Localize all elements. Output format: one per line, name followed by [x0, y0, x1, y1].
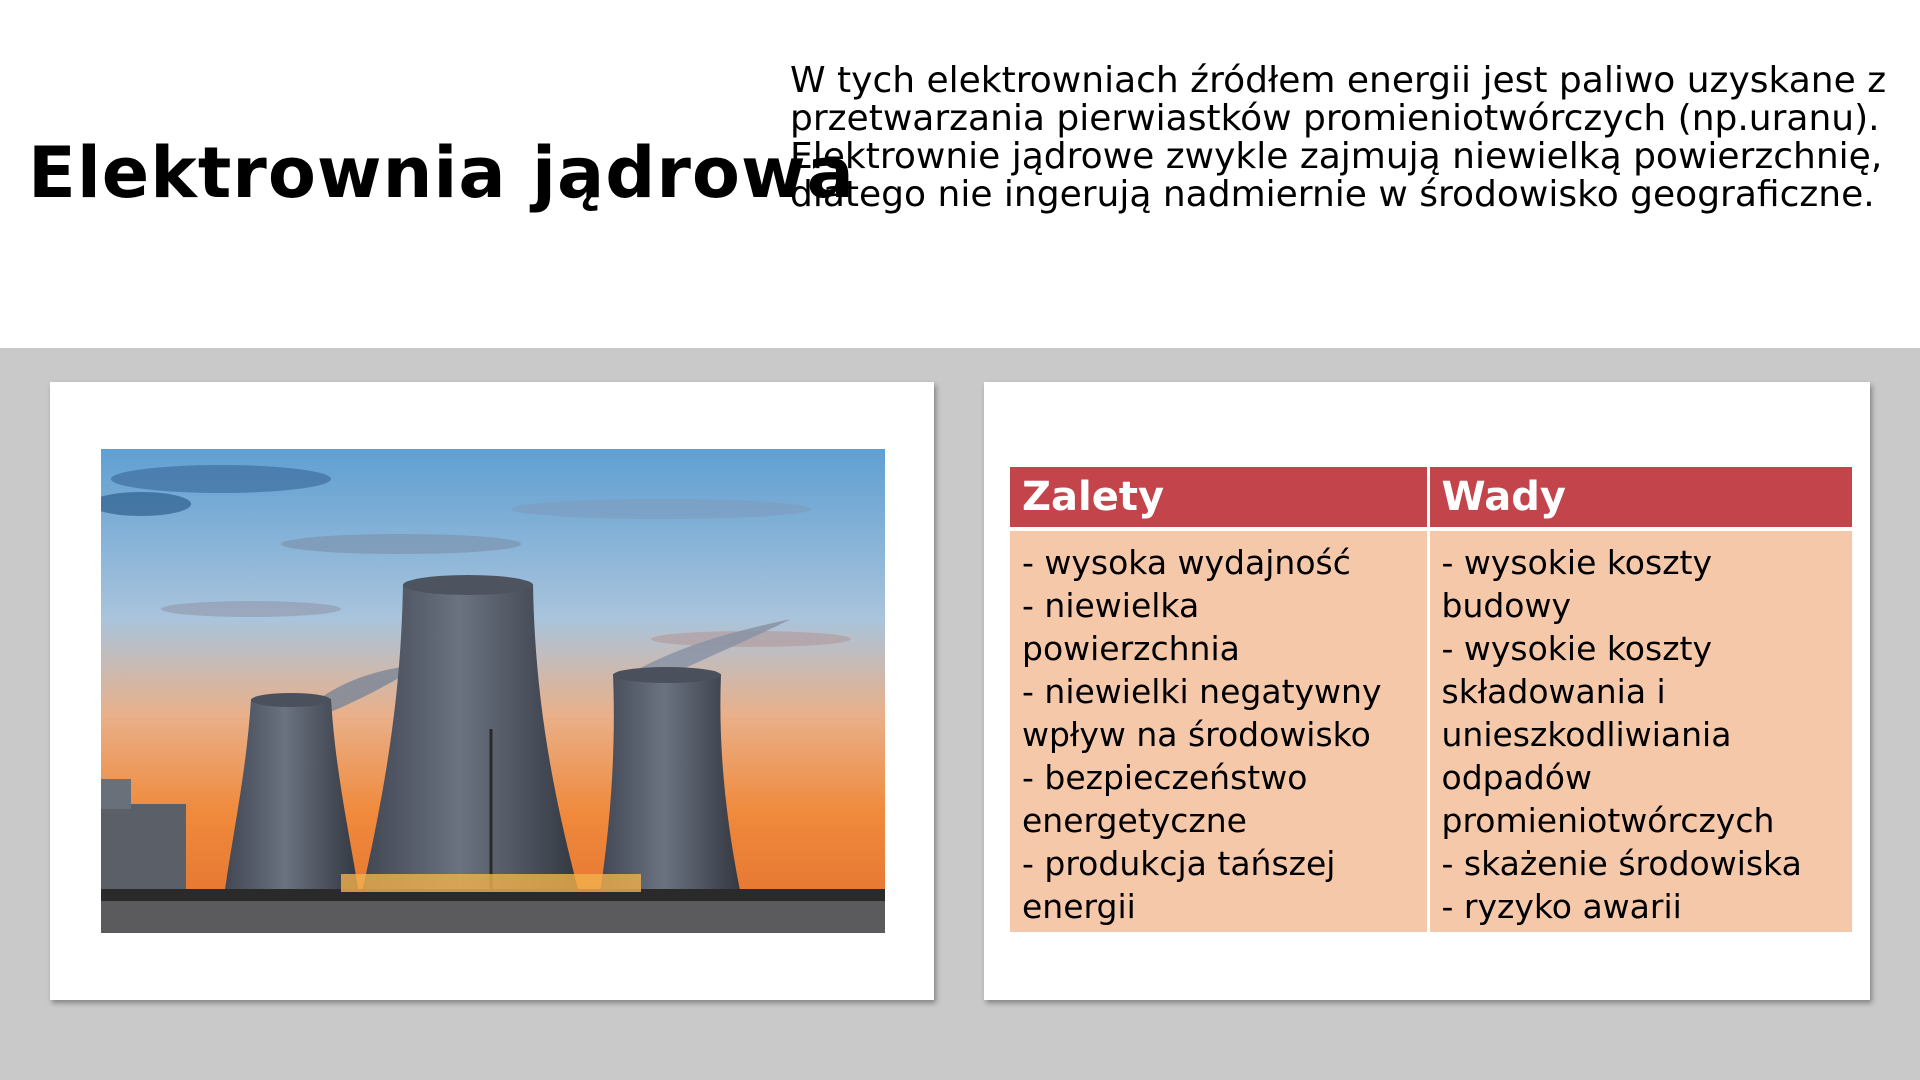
cons-cell [1428, 529, 1852, 932]
header-pros: Zalety [1010, 467, 1428, 529]
slide-title: Elektrownia jądrowa [28, 132, 855, 214]
header-cons: Wady [1428, 467, 1852, 529]
con-item: - wysokie koszty budowy [1441, 543, 1712, 625]
intro-text [790, 62, 1890, 214]
table-row [1010, 529, 1852, 932]
table-header-row [1010, 467, 1852, 529]
pro-item: - produkcja tańszej energii [1022, 844, 1336, 926]
intro-paragraph: W tych elektrowniach źródłem energii jest paliwo uzyskane z przetwarzania pierwiastków promieniotwórczych (np.uranu). [790, 60, 1887, 139]
con-item: - skażenie środowiska [1441, 844, 1802, 883]
con-item: - wysokie koszty składowania i unieszkodliwiania odpadów promieniotwórczych [1441, 629, 1775, 840]
header-area [0, 0, 1920, 348]
pro-item: - wysoka wydajność [1022, 543, 1351, 582]
pros-cell [1010, 529, 1428, 932]
nuclear-plant-photo [101, 449, 885, 933]
intro-paragraph: Elektrownie jądrowe zwykle zajmują niewielką powierzchnię, dlatego nie ingerują nadmiernie w środowisko geograficzne. [790, 136, 1883, 215]
con-item: - ryzyko awarii [1441, 887, 1682, 926]
pro-item: - bezpieczeństwo energetyczne [1022, 758, 1308, 840]
pro-item: - niewielki negatywny wpływ na środowisko [1022, 672, 1382, 754]
pro-item: - niewielka powierzchnia [1022, 586, 1240, 668]
pros-cons-table [1010, 467, 1852, 932]
